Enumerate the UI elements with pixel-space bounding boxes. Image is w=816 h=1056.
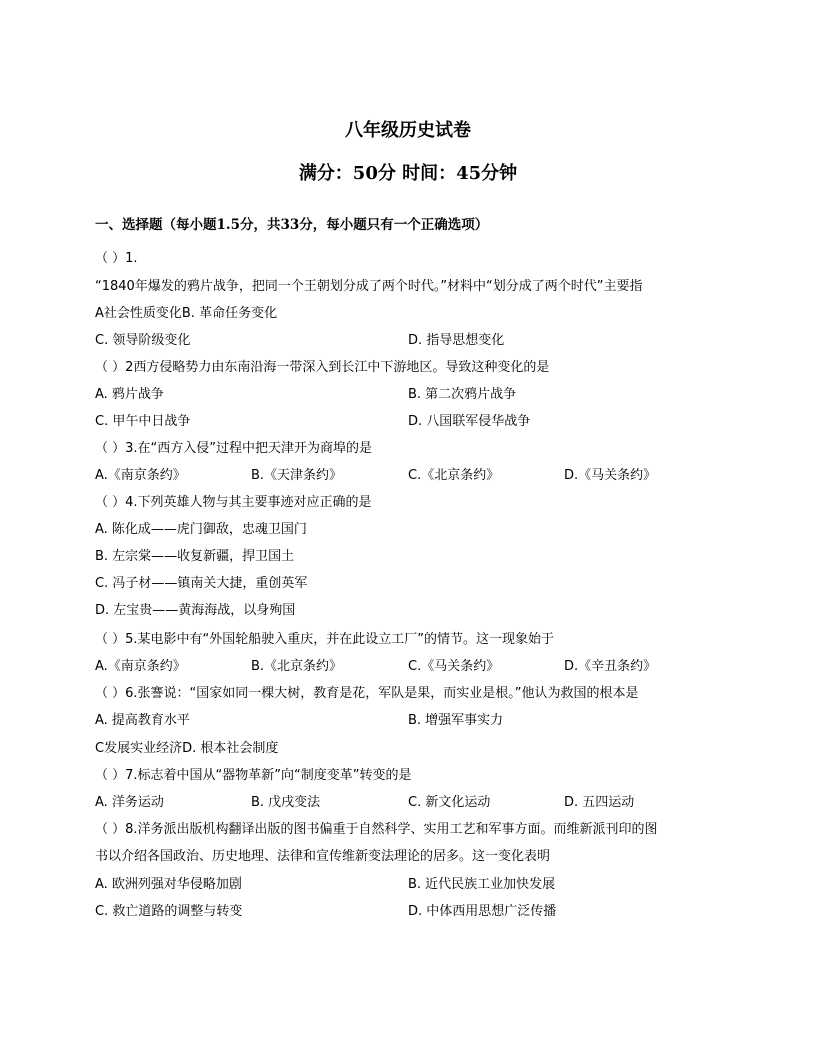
question-6-option-a: A. 提高教育水平	[95, 713, 190, 728]
question-3-option-c: C.《北京条约》	[408, 468, 500, 483]
question-3-option-b: B.《天津条约》	[251, 468, 343, 483]
question-8-option-a: A. 欧洲列强对华侵略加剧	[95, 877, 242, 892]
question-8-option-b: B. 近代民族工业加快发展	[408, 877, 556, 892]
question-7-option-d: D. 五四运动	[564, 795, 635, 810]
question-2-option-a: A. 鸦片战争	[95, 387, 164, 402]
question-1-number: （ ）1.	[95, 251, 138, 266]
question-3-option-d: D.《马关条约》	[564, 468, 657, 483]
question-6-options-cd: C发展实业经济D. 根本社会制度	[95, 741, 279, 756]
question-8-stem-line-1: （ ）8.洋务派出版机构翻译出版的图书偏重于自然科学、实用工艺和军事方面。而维新派刊印的图	[95, 822, 658, 837]
question-8-option-d: D. 中体西用思想广泛传播	[408, 904, 557, 919]
question-7-stem: （ ）7.标志着中国从“器物革新”向“制度变革”转变的是	[95, 768, 412, 783]
question-4-option-b: B. 左宗棠——收复新疆，捍卫国土	[95, 549, 295, 564]
section-heading: 一、选择题（每小题1.5分，共33分，每小题只有一个正确选项）	[95, 217, 489, 233]
question-2-option-c: C. 甲午中日战争	[95, 414, 191, 429]
question-1-options-ab: A社会性质变化B. 革命任务变化	[95, 306, 278, 321]
question-2-option-d: D. 八国联军侵华战争	[408, 414, 531, 429]
question-5-option-b: B.《北京条约》	[251, 659, 343, 674]
question-3-stem: （ ）3.在“西方入侵”过程中把天津开为商埠的是	[95, 441, 373, 456]
question-6-stem: （ ）6.张謇说：“国家如同一棵大树，教育是花，军队是果，而实业是根。”他认为救国的根本是	[95, 686, 639, 701]
question-4-option-d: D. 左宝贵——黄海海战，以身殉国	[95, 603, 296, 618]
question-5-option-a: A.《南京条约》	[95, 659, 186, 674]
question-1-option-c: C. 领导阶级变化	[95, 333, 191, 348]
question-6-option-b: B. 增强军事实力	[408, 713, 504, 728]
page-title: 八年级历史试卷	[345, 120, 471, 141]
question-7-option-c: C. 新文化运动	[408, 795, 491, 810]
question-7-option-b: B. 戊戌变法	[251, 795, 321, 810]
question-4-option-c: C. 冯子材——镇南关大捷，重创英军	[95, 576, 308, 591]
question-5-stem: （ ）5.某电影中有“外国轮船驶入重庆，并在此设立工厂”的情节。这一现象始于	[95, 632, 555, 647]
question-1-stem: “1840年爆发的鸦片战争，把同一个王朝划分成了两个时代。”材料中“划分成了两个时代”主要指	[95, 279, 643, 294]
question-5-option-c: C.《马关条约》	[408, 659, 500, 674]
question-8-stem-line-2: 书以介绍各国政治、历史地理、法律和宣传维新变法理论的居多。这一变化表明	[95, 849, 551, 864]
page-subtitle: 满分：50分 时间：45分钟	[298, 163, 518, 184]
question-5-option-d: D.《辛丑条约》	[564, 659, 657, 674]
question-3-option-a: A.《南京条约》	[95, 468, 186, 483]
question-7-option-a: A. 洋务运动	[95, 795, 164, 810]
question-1-option-d: D. 指导思想变化	[408, 333, 505, 348]
question-4-option-a: A. 陈化成——虎门御敌，忠魂卫国门	[95, 522, 307, 537]
question-8-option-c: C. 救亡道路的调整与转变	[95, 904, 243, 919]
question-4-stem: （ ）4.下列英雄人物与其主要事迹对应正确的是	[95, 495, 372, 510]
question-2-option-b: B. 第二次鸦片战争	[408, 387, 517, 402]
question-2-stem: （ ）2西方侵略势力由东南沿海一带深入到长江中下游地区。导致这种变化的是	[95, 360, 550, 375]
